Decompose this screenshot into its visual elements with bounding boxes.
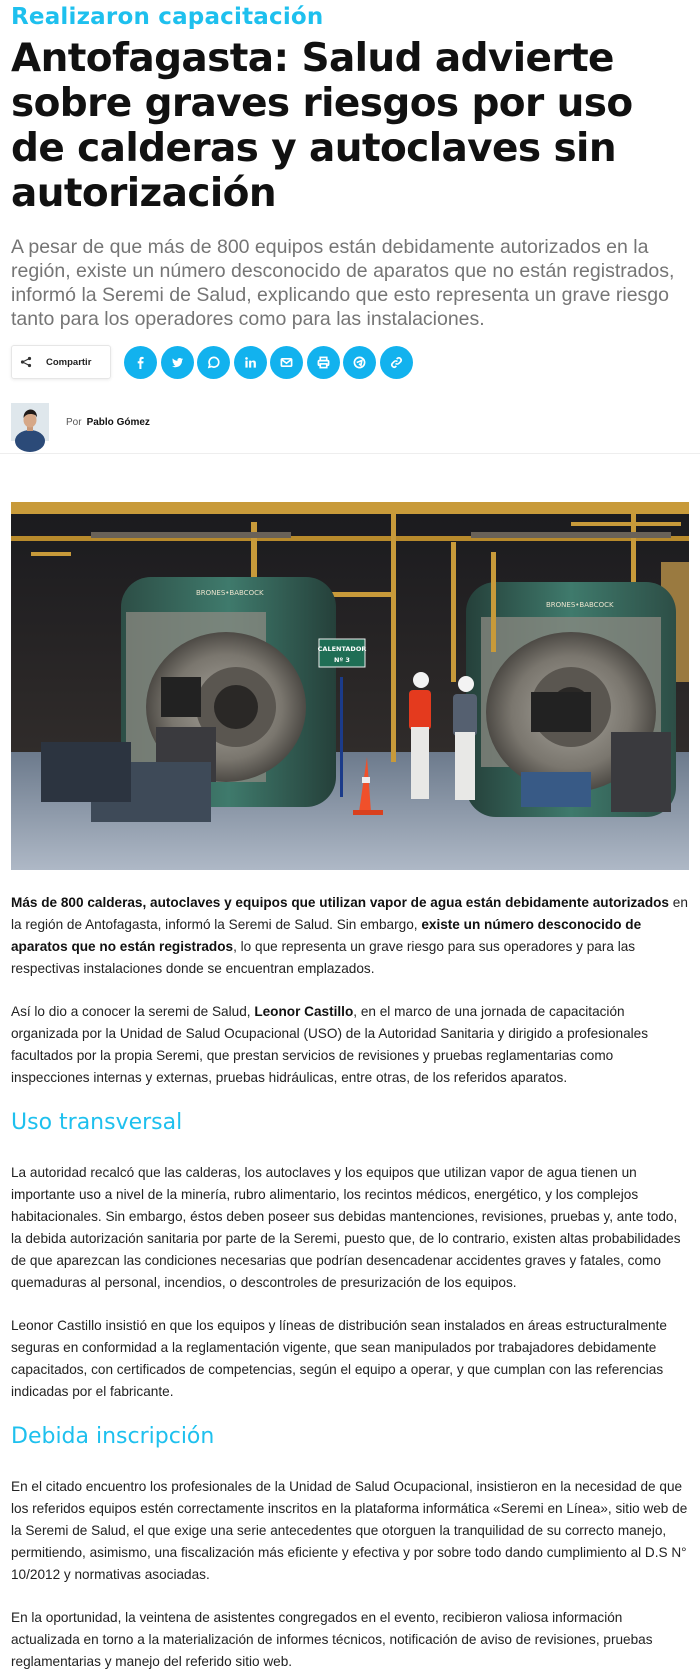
paragraph-4: Leonor Castillo insistió en que los equipos y líneas de distribución sean instalados en áreas estructuralmente seguras en conformidad a la reglamentación vigente, que sean manipulados por trabajadores debidamente capacitados, con certificados de competencias, según el equipo a operar, y que cumplan con las referencias indicadas por el fabricante.	[11, 1318, 667, 1399]
photo-sign-line2: Nº 3	[334, 656, 350, 664]
share-facebook-button[interactable]	[124, 346, 157, 379]
paragraph-1	[11, 892, 689, 980]
author-avatar[interactable]	[11, 403, 49, 441]
article-kicker: Realizaron capacitación	[11, 4, 324, 30]
bold-text: Más de 800 calderas, autoclaves y equipos que utilizan vapor de agua están debidamente autorizados	[11, 895, 669, 910]
email-icon	[280, 356, 293, 369]
header-divider	[0, 453, 700, 454]
text-run: Así lo dio a conocer la seremi de Salud,	[11, 1004, 255, 1019]
share-email-button[interactable]	[270, 346, 303, 379]
facebook-icon	[134, 356, 147, 369]
share-whatsapp-button[interactable]	[197, 346, 230, 379]
article-container	[0, 0, 700, 442]
share-button[interactable]	[11, 345, 111, 379]
print-icon	[317, 356, 330, 369]
share-copy-link-button[interactable]	[380, 346, 413, 379]
text-run: en la región de Antofagasta, informó la Seremi de Salud. Sin embargo,	[11, 895, 688, 932]
author-name[interactable]: Pablo Gómez	[86, 416, 150, 428]
share-icon	[20, 356, 32, 368]
boiler-brand-right: BRONES•BABCOCK	[546, 601, 614, 609]
telegram-icon	[353, 356, 366, 369]
share-bar	[11, 345, 689, 379]
text-run: , en el marco de una jornada de capacitación organizada por la Unidad de Salud Ocupacional (USO) de la Autoridad Sanitaria y dirigido a profesionales facultados por la propia Seremi, que prestan servicios de revisiones y pruebas reglamentarias como inspecciones internas y externas, pruebas hidráulicas, entre otras, de los referidos aparatos.	[11, 1004, 649, 1085]
boiler-brand-left: BRONES•BABCOCK	[196, 589, 264, 597]
bold-text: Leonor Castillo	[254, 1004, 354, 1019]
share-label: Compartir	[46, 356, 92, 368]
article-body	[11, 892, 689, 1673]
linkedin-icon	[244, 356, 257, 369]
article-headline: Antofagasta: Salud advierte sobre graves riesgos por uso de calderas y autoclaves sin autorización	[11, 36, 633, 216]
text-run: , lo que representa un grave riesgo para sus operadores y para las respectivas instalaciones donde se encuentran emplazados.	[11, 939, 636, 976]
author-byline	[11, 402, 689, 442]
article-deck: A pesar de que más de 800 equipos están debidamente autorizados en la región, existe un número desconocido de aparatos que no están registrados, informó la Seremi de Salud, explicando que esto representa un grave riesgo tanto para los operadores como para las instalaciones.	[11, 236, 675, 330]
copy-link-icon	[390, 356, 403, 369]
twitter-icon	[171, 356, 184, 369]
share-telegram-button[interactable]	[343, 346, 376, 379]
paragraph-2	[11, 1001, 689, 1089]
subheading-uso-transversal: Uso transversal	[11, 1110, 183, 1135]
share-print-button[interactable]	[307, 346, 340, 379]
share-twitter-button[interactable]	[161, 346, 194, 379]
photo-sign-line1: CALENTADOR	[317, 645, 367, 653]
whatsapp-icon	[207, 356, 220, 369]
paragraph-5: En el citado encuentro los profesionales de la Unidad de Salud Ocupacional, insistieron en la necesidad de que los referidos equipos estén correctamente inscritos en la plataforma informática «Seremi en Línea», sitio web de la Seremi de Salud, el que exige una serie antecedentes que otorguen la tranquilidad de su correcto manejo, permitiendo, asimismo, una fiscalización más eficiente y efectiva y por sobre todo dando cumplimiento al D.S N° 10/2012 y normativas asociadas.	[11, 1479, 688, 1582]
bold-text: existe un número desconocido de aparatos que no están registrados	[11, 917, 642, 954]
paragraph-3: La autoridad recalcó que las calderas, los autoclaves y los equipos que utilizan vapor de agua tienen un importante uso a nivel de la minería, rubro alimentario, los recintos médicos, energético, y los complejos habitacionales. Sin embargo, éstos deben poseer sus debidas mantenciones, revisiones, pruebas y, ante todo, la debida autorización sanitaria por parte de la Seremi, puesto que, de lo contrario, existen altas probabilidades de que aparezcan las condiciones necesarias que podrían desencadenar accidentes graves y fatales, como quemaduras al personal, incendios, o descontroles de presurización de los equipos.	[11, 1165, 681, 1290]
author-prefix: Por	[66, 416, 82, 428]
article-featured-image	[11, 502, 689, 870]
paragraph-6: En la oportunidad, la veintena de asistentes congregados en el evento, recibieron valiosa información actualizada en torno a la materialización de informes técnicos, notificación de aviso de revisiones, pruebas reglamentarias y manejo del referido sitio web.	[11, 1610, 653, 1669]
share-linkedin-button[interactable]	[234, 346, 267, 379]
subheading-debida-inscripcion: Debida inscripción	[11, 1424, 215, 1449]
